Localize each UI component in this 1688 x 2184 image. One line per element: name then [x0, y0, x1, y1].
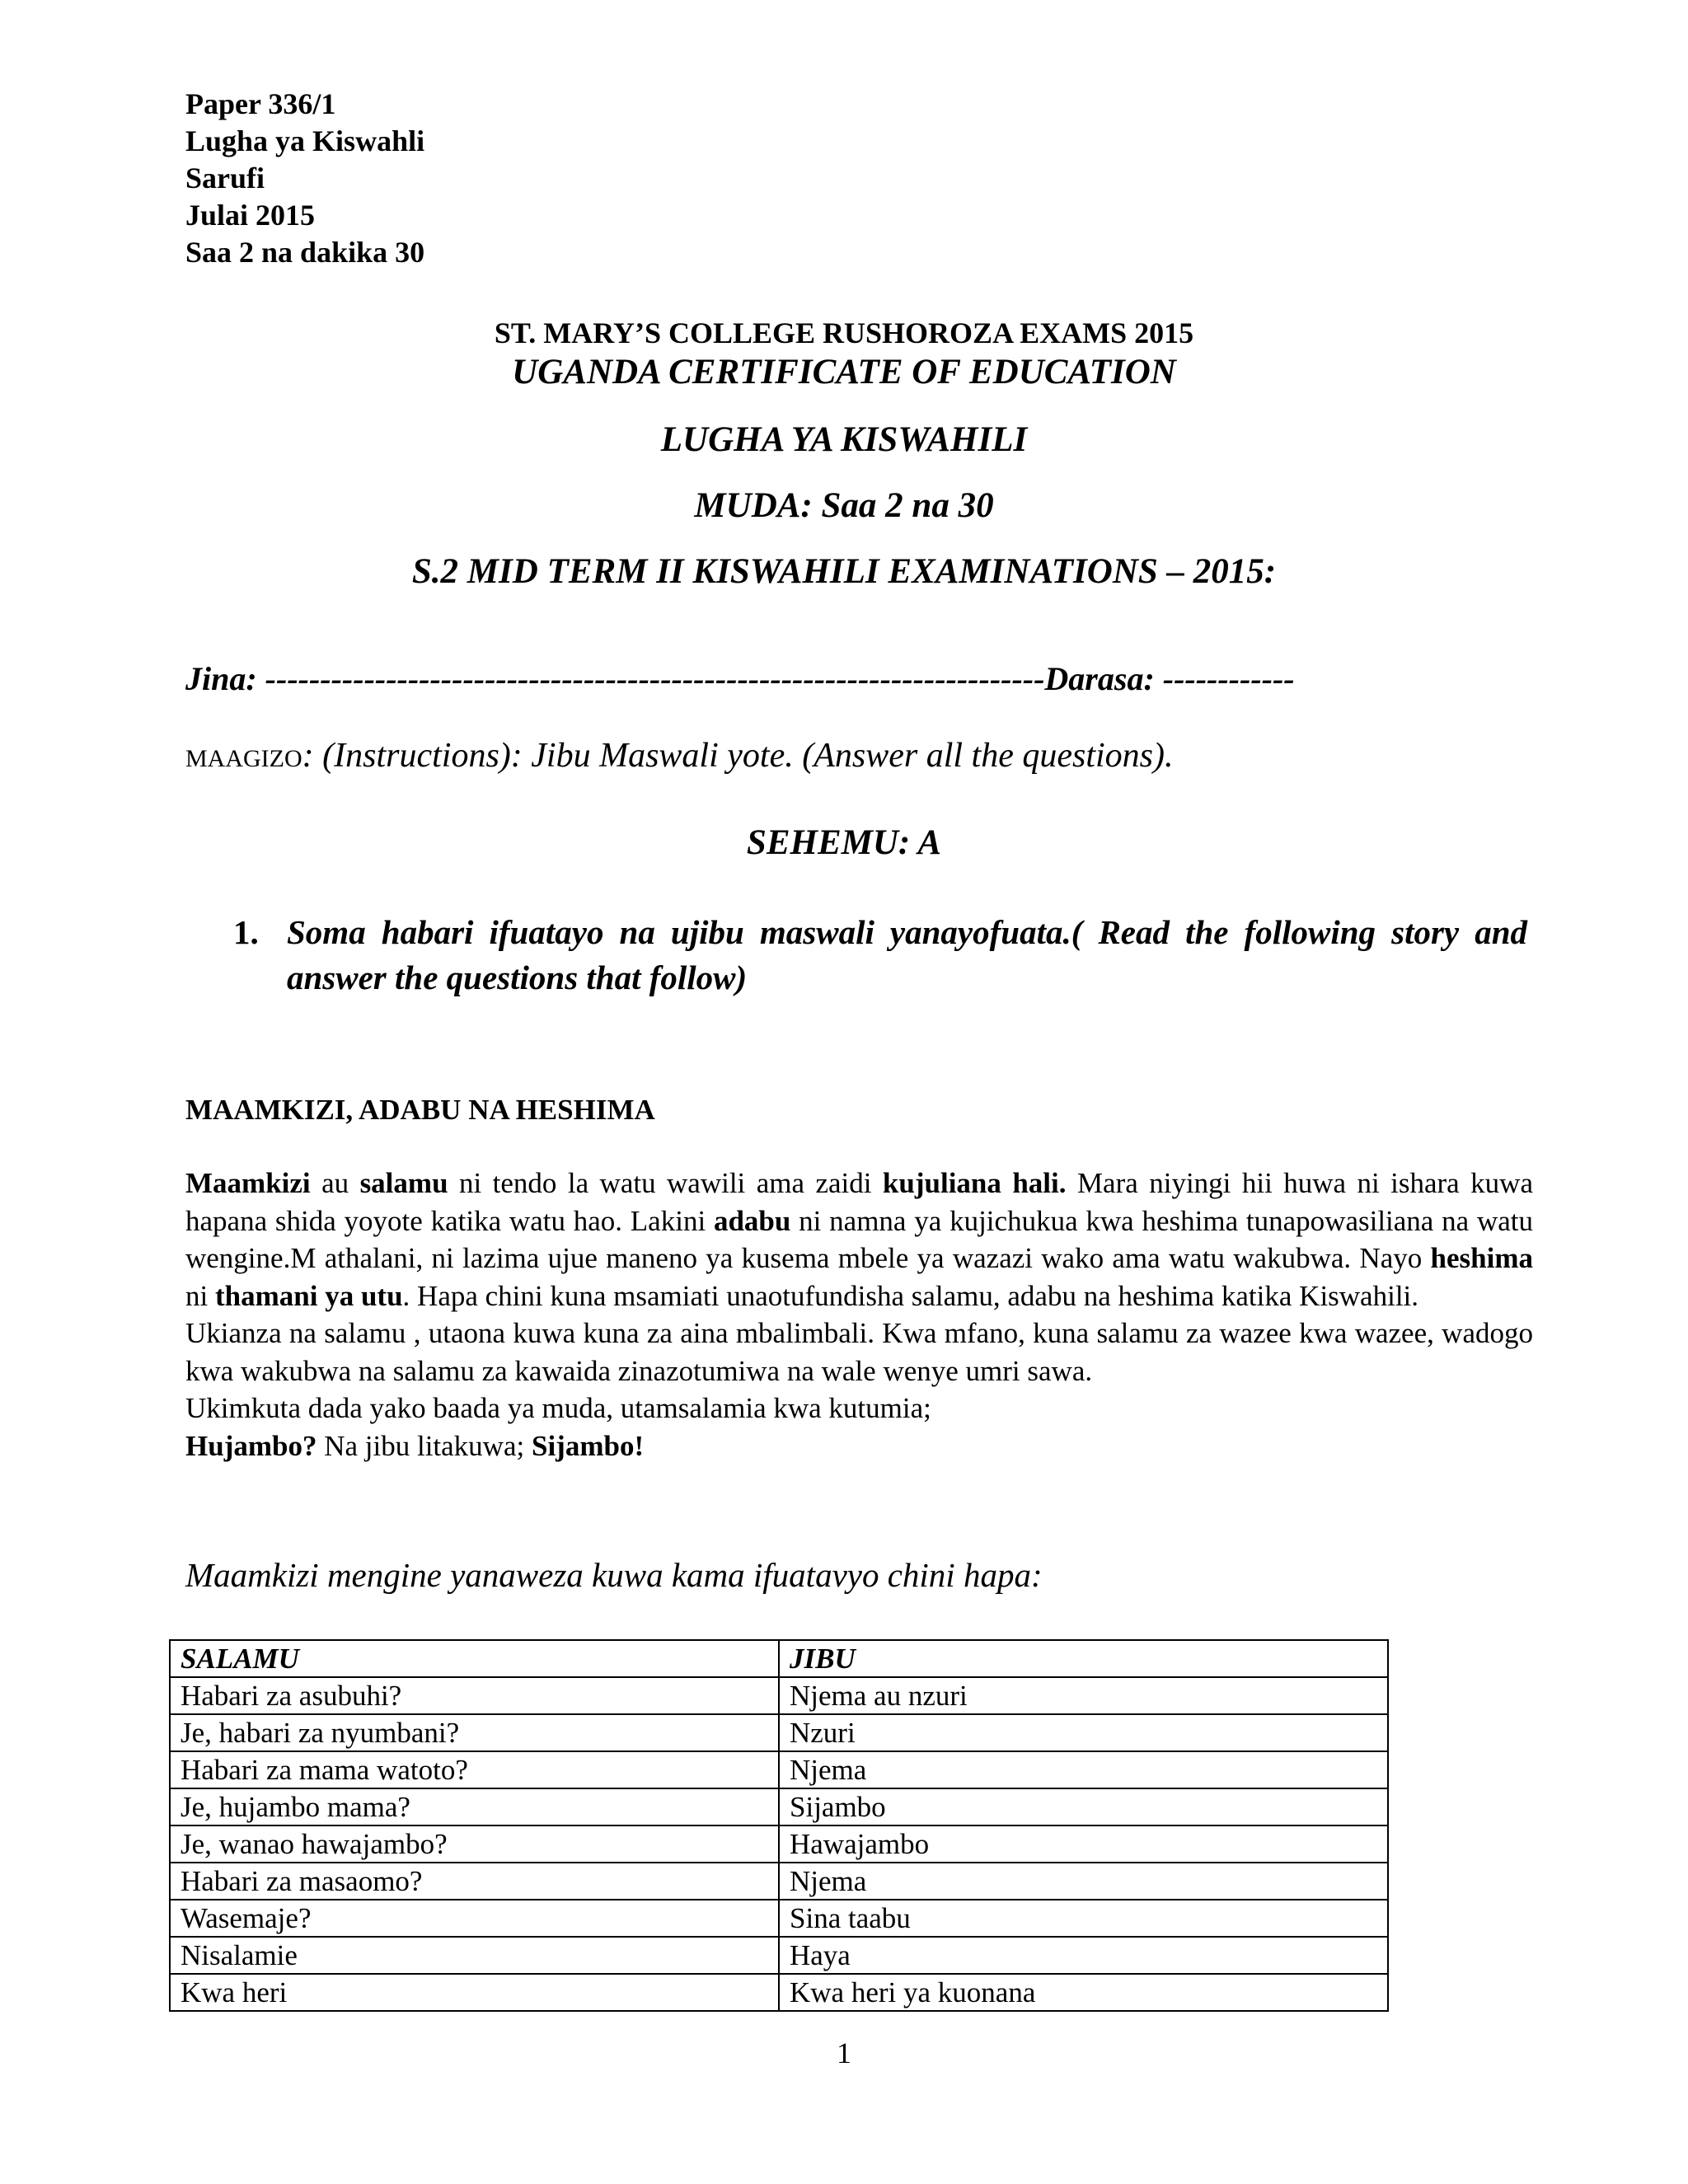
- paper-topic: Sarufi: [185, 162, 265, 194]
- section-heading: SEHEMU: A: [746, 823, 942, 862]
- table-cell-jibu: Nzuri: [779, 1714, 1388, 1751]
- table-cell-salamu: Je, wanao hawajambo?: [170, 1825, 779, 1863]
- school-name: ST. MARY’S COLLEGE RUSHOROZA EXAMS 2015: [494, 316, 1194, 349]
- passage-text-run: Maamkizi: [185, 1167, 311, 1199]
- table-row: [170, 1825, 1388, 1863]
- subject-title: LUGHA YA KISWAHILI: [660, 420, 1028, 459]
- table-cell-jibu: Kwa heri ya kuonana: [779, 1974, 1388, 2011]
- table-cell-salamu: Habari za asubuhi?: [170, 1677, 779, 1714]
- table-header-jibu: JIBU: [779, 1640, 1388, 1677]
- passage-title: MAAMKIZI, ADABU NA HESHIMA: [185, 1094, 655, 1126]
- paper-language: Lugha ya Kiswahli: [185, 124, 425, 157]
- name-class-line: Jina: -----------------------------------------------------------------------Darasa: ------------: [185, 660, 1295, 697]
- question-number: 1.: [233, 913, 259, 951]
- passage-text-run: au: [310, 1167, 360, 1199]
- table-intro: Maamkizi mengine yanaweza kuwa kama ifuatavyo chini hapa:: [185, 1556, 1043, 1594]
- table-cell-salamu: Je, hujambo mama?: [170, 1788, 779, 1825]
- passage-text-run: heshima: [1430, 1242, 1533, 1274]
- paper-duration: Saa 2 na dakika 30: [185, 236, 425, 269]
- page-number: 1: [837, 2036, 851, 2069]
- instructions-text: : (Instructions): Jibu Maswali yote. (Answer all the questions).: [302, 737, 1174, 775]
- passage-text-run: adabu: [713, 1204, 791, 1237]
- passage-paragraph-2: Ukianza na salamu , utaona kuwa kuna za aina mbalimbali. Kwa mfano, kuna salamu za wazee kwa wazee, wadogo kwa wakubwa na salamu za kawaida zinazotumiwa na wale wenye umri sawa.: [185, 1317, 1533, 1387]
- passage-text-run: ni namna ya kujichukua kwa heshima tunapowasiliana na watu wengine.M athalani, ni lazima ujue maneno ya kusema mbele ya wazazi wako ama watu wakubwa. Nayo: [185, 1204, 1533, 1274]
- table-row: [170, 1937, 1388, 1974]
- table-cell-jibu: Sijambo: [779, 1788, 1388, 1825]
- instructions-label: MAAGIZO: [185, 745, 302, 772]
- passage-text-run: salamu: [359, 1167, 448, 1199]
- table-cell-jibu: Sina taabu: [779, 1900, 1388, 1937]
- question-1: [233, 910, 1527, 1001]
- duration-title: MUDA: Saa 2 na 30: [694, 486, 994, 525]
- passage-paragraph-4: [185, 1427, 1533, 1465]
- table-row: [170, 1974, 1388, 2011]
- table-cell-salamu: Nisalamie: [170, 1937, 779, 1974]
- table-row: [170, 1714, 1388, 1751]
- table-row: [170, 1900, 1388, 1937]
- passage-text-run: Hujambo?: [185, 1429, 317, 1462]
- table-header-salamu: SALAMU: [170, 1640, 779, 1677]
- certificate-title: UGANDA CERTIFICATE OF EDUCATION: [512, 353, 1176, 391]
- table-cell-jibu: Hawajambo: [779, 1825, 1388, 1863]
- table-header-row: [170, 1640, 1388, 1677]
- passage-text-run: Sijambo!: [531, 1429, 645, 1462]
- table-cell-jibu: Njema au nzuri: [779, 1677, 1388, 1714]
- paper-code: Paper 336/1: [185, 87, 336, 120]
- passage-body: [185, 1165, 1533, 1465]
- table-cell-jibu: Haya: [779, 1937, 1388, 1974]
- table-row: [170, 1751, 1388, 1788]
- table-cell-salamu: Kwa heri: [170, 1974, 779, 2011]
- instructions: [185, 736, 1174, 776]
- passage-text-run: . Hapa chini kuna msamiati unaotufundisha salamu, adabu na heshima katika Kiswahili.: [402, 1279, 1419, 1312]
- passage-text-run: Na jibu litakuwa;: [316, 1429, 532, 1462]
- table-cell-salamu: Habari za mama watoto?: [170, 1751, 779, 1788]
- table-cell-jibu: Njema: [779, 1751, 1388, 1788]
- table-cell-salamu: Habari za masaomo?: [170, 1863, 779, 1900]
- passage-text-run: ni: [185, 1279, 215, 1312]
- question-text: Soma habari ifuatayo na ujibu maswali yanayofuata.( Read the following story and answer the questions that follow): [287, 913, 1527, 996]
- table-cell-salamu: Wasemaje?: [170, 1900, 779, 1937]
- passage-paragraph-1: [185, 1165, 1533, 1315]
- table-row: [170, 1788, 1388, 1825]
- table-cell-salamu: Je, habari za nyumbani?: [170, 1714, 779, 1751]
- table-cell-jibu: Njema: [779, 1863, 1388, 1900]
- table-row: [170, 1677, 1388, 1714]
- passage-text-run: ni tendo la watu wawili ama zaidi: [448, 1167, 883, 1199]
- paper-date: Julai 2015: [185, 199, 316, 232]
- table-row: [170, 1863, 1388, 1900]
- passage-text-run: thamani ya utu: [214, 1279, 403, 1312]
- passage-text-run: kujuliana hali.: [882, 1167, 1067, 1199]
- passage-paragraph-3: Ukimkuta dada yako baada ya muda, utamsalamia kwa kutumia;: [185, 1392, 931, 1424]
- passage-text-run: Mara niyingi hii huwa ni ishara kuwa hapana shida yoyote katika watu hao. Lakini: [185, 1167, 1533, 1237]
- paper-meta-block: [185, 86, 424, 271]
- greetings-table: [169, 1639, 1389, 2012]
- exam-title: S.2 MID TERM II KISWAHILI EXAMINATIONS – 2015:: [411, 552, 1277, 591]
